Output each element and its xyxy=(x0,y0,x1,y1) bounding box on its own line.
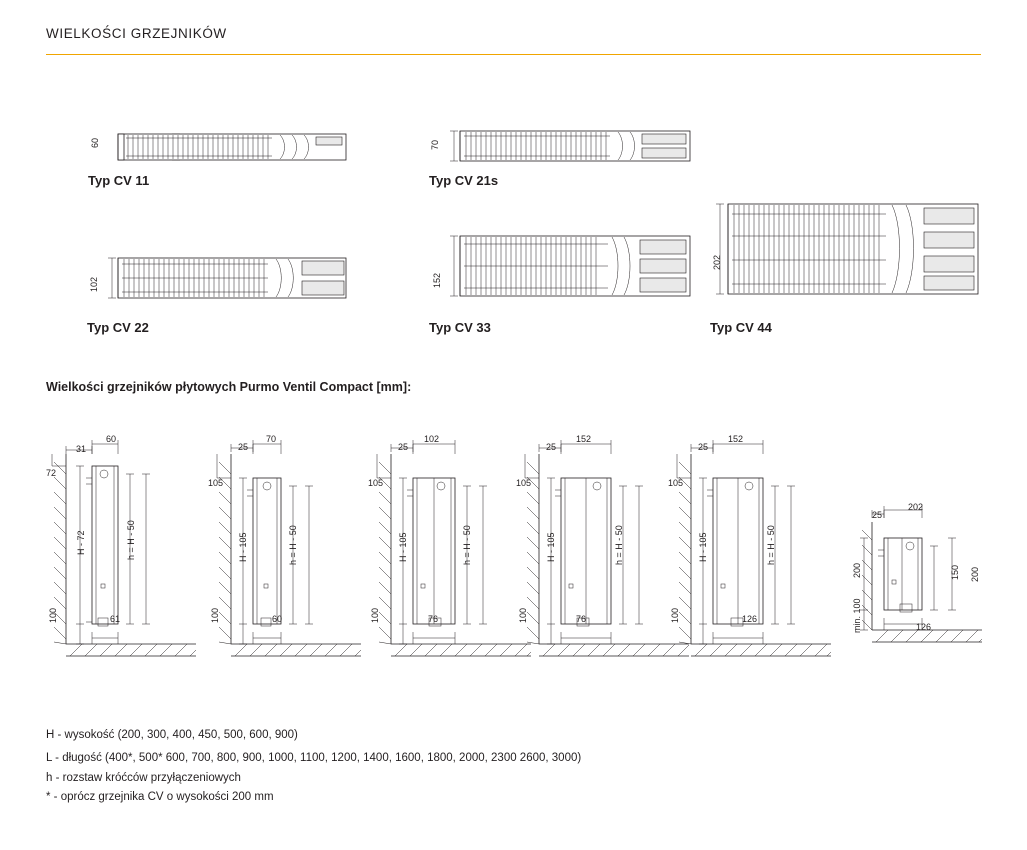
dim-depth-cv44: 202 xyxy=(712,254,722,270)
dim-depth-cv22: 102 xyxy=(89,276,99,292)
dim-depth-cv21s: 70 xyxy=(430,139,440,150)
caption-cv44: Typ CV 44 xyxy=(710,320,772,335)
dim-height-left-detail: 200 xyxy=(852,562,862,578)
dim-wallgap-cv21s: 25 xyxy=(238,442,249,452)
dim-depth-cv33: 152 xyxy=(432,272,442,288)
dim-wallgap-cv22: 25 xyxy=(398,442,409,452)
dim-center-cv33: h = H - 50 xyxy=(614,525,624,565)
caption-cv11: Typ CV 11 xyxy=(88,173,150,188)
dim-floor-cv11: 100 xyxy=(48,607,58,623)
note-h-lower: h - rozstaw króćców przyłączeniowych xyxy=(46,772,241,784)
dim-wallgap-detail: 25 xyxy=(872,510,883,520)
dim-topgap-cv21s: 105 xyxy=(208,478,224,488)
diagram-cv33-section xyxy=(422,228,722,318)
dim-bottom-detail: 126 xyxy=(916,622,932,632)
dim-side-cv44: H - 105 xyxy=(698,532,708,562)
dim-floor-cv22: 100 xyxy=(370,607,380,623)
dim-floor-cv44: 100 xyxy=(670,607,680,623)
dim-bottom-cv22: 76 xyxy=(428,614,439,624)
dim-center-cv21s: h = H - 50 xyxy=(288,525,298,565)
dim-center-cv22: h = H - 50 xyxy=(462,525,472,565)
dim-depth-cv11: 60 xyxy=(90,137,100,148)
dim-side-cv33: H - 105 xyxy=(546,532,556,562)
page-header xyxy=(46,26,981,55)
diagram-cv44-elevation xyxy=(665,432,835,667)
dim-bottom-cv33: 76 xyxy=(576,614,587,624)
dim-floor-cv33: 100 xyxy=(518,607,528,623)
dim-depth-detail: 202 xyxy=(908,502,924,512)
dim-wallgap-cv11: 31 xyxy=(76,444,87,454)
note-h: H - wysokość (200, 300, 400, 450, 500, 600, 900) xyxy=(46,729,298,741)
dim-depth-elev-cv21s: 70 xyxy=(266,434,277,444)
dim-floor-cv21s: 100 xyxy=(210,607,220,623)
dim-topgap-cv22: 105 xyxy=(368,478,384,488)
diagram-cv44-detail xyxy=(840,500,990,660)
header-divider xyxy=(46,54,981,55)
page-title: WIELKOŚCI GRZEJNIKÓW xyxy=(46,26,227,41)
dim-side-cv11: H - 72 xyxy=(76,530,86,555)
diagram-cv44-section xyxy=(700,196,990,306)
caption-cv22: Typ CV 22 xyxy=(87,320,149,335)
dim-depth-elev-cv11: 60 xyxy=(106,434,117,444)
dim-center-cv44: h = H - 50 xyxy=(766,525,776,565)
diagram-cv22-section xyxy=(80,250,380,320)
dim-side-cv21s: H - 105 xyxy=(238,532,248,562)
dim-bottom-cv21s: 60 xyxy=(272,614,283,624)
dim-floor-min-detail: min. 100 xyxy=(852,598,862,633)
diagram-cv21s-section xyxy=(422,120,722,180)
dim-topgap-cv44: 105 xyxy=(668,478,684,488)
dim-center-cv11: h = H - 50 xyxy=(126,520,136,560)
dim-side-cv22: H - 105 xyxy=(398,532,408,562)
section-title: Wielkości grzejników płytowych Purmo Ventil Compact [mm]: xyxy=(46,380,412,394)
note-l: L - długość (400*, 500* 600, 700, 800, 900, 1000, 1100, 1200, 1400, 1600, 1800, 2000, 2300 2600, 3000) xyxy=(46,752,582,764)
dim-topgap-cv33: 105 xyxy=(516,478,532,488)
dim-height-right-detail: 200 xyxy=(970,566,980,582)
dim-bottom-cv44: 126 xyxy=(742,614,758,624)
dim-height-inner-detail: 150 xyxy=(950,564,960,580)
dim-bottom-cv11: 61 xyxy=(110,614,121,624)
caption-cv21s: Typ CV 21s xyxy=(429,173,499,188)
dim-wallgap-cv33: 25 xyxy=(546,442,557,452)
note-asterisk: * - oprócz grzejnika CV o wysokości 200 mm xyxy=(46,791,274,803)
dim-depth-elev-cv44: 152 xyxy=(728,434,744,444)
dim-topgap-cv11: 72 xyxy=(46,468,57,478)
dim-wallgap-cv44: 25 xyxy=(698,442,709,452)
caption-cv33: Typ CV 33 xyxy=(429,320,491,335)
dim-depth-elev-cv22: 102 xyxy=(424,434,440,444)
dim-depth-elev-cv33: 152 xyxy=(576,434,592,444)
